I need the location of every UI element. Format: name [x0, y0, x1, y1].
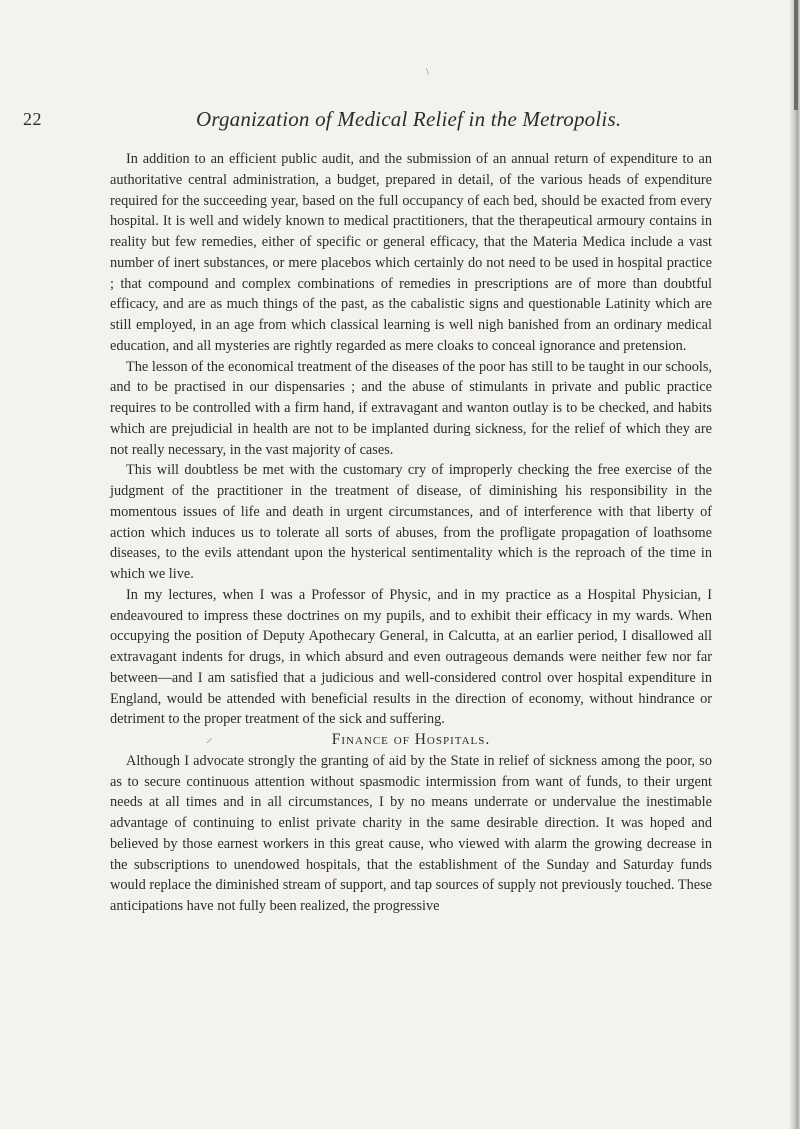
top-stray-mark: \	[426, 66, 430, 78]
body-text	[110, 149, 712, 917]
paragraph: The lesson of the economical treatment of the diseases of the poor has still to be taught in our schools, and to be practised in our dispensaries ; and the abuse of stimulants in private and public practice requires to be controlled with a firm hand, if extravagant and wanton outlay is to be checked, and habits which are prejudicial in health are not to be implanted during sickness, for the relief of which they are not really necessary, in the vast majority of cases.	[110, 358, 712, 458]
paragraph: This will doubtless be met with the customary cry of improperly checking the free exercise of the judgment of the practitioner in the treatment of disease, of diminishing his responsibility in the momentous issues of life and death in urgent circumstances, and of interference with that liberty of action which induces us to tolerate all sorts of abuses, from the profligate propagation of loathsome diseases, to the evils attendant upon the hysterical sentimentality which is the reproach of the time in which we live.	[110, 462, 712, 582]
section-heading: Finance of Hospitals.	[331, 731, 491, 748]
running-title: Organization of Medical Relief in the Metropolis.	[196, 107, 622, 131]
page-edge-notch	[794, 0, 798, 110]
paragraph: Although I advocate strongly the granting of aid by the State in relief of sickness among the poor, so as to secure continuous attention without spasmodic intermission from want of funds, to their urgent needs at all times and in all circumstances, I by no means underrate or undervalue the inestimable advantage of continuing to enlist private charity in the same desirable direction. It was hoped and believed by those earnest workers in this great cause, who viewed with alarm the growing decrease in the subscriptions to unendowed hospitals, that the establishment of the Sunday and Saturday funds would replace the diminished stream of support, and tap sources of supply not previously touched. These anticipations have not fully been realized, the progressive	[110, 752, 712, 914]
page-number: 22	[23, 109, 42, 129]
paragraph: In my lectures, when I was a Professor of Physic, and in my practice as a Hospital Physician, I endeavoured to impress these doctrines on my pupils, and to exhibit their efficacy in my wards. When occupying the position of Deputy Apothecary General, in Calcutta, at an earlier period, I disallowed all extravagant indents for drugs, in which absurd and even outrageous demands were neither few nor far between—and I am satisfied that a judicious and well-considered control over hospital expenditure in England, would be attended with beneficial results in the direction of economy, without hindrance or detriment to the proper treatment of the sick and suffering.	[110, 586, 712, 728]
page-edge-shadow	[790, 0, 800, 1129]
running-header	[23, 109, 763, 139]
bottom-stray-mark: ⸝	[206, 730, 213, 745]
paragraph: In addition to an efficient public audit, and the submission of an annual return of expenditure to an authoritative central administration, a budget, prepared in detail, of the various heads of expenditure required for the succeeding year, based on the full occupancy of each bed, should be exacted from every hospital. It is well and widely known to medical practitioners, that the therapeutical armoury contains in reality but few remedies, either of specific or general efficacy, that the Materia Medica include a vast number of inert substances, or mere placebos which certainly do not need to be used in hospital practice ; that compound and complex combinations of remedies in prescriptions are of more than doubtful efficacy, and are as much things of the past, as the cabalistic signs and questionable Latinity which are still employed, in an age from which classical learning is well nigh banished from an ordinary medical education, and all mysteries are rightly regarded as mere cloaks to conceal ignorance and pretension.	[110, 151, 712, 354]
